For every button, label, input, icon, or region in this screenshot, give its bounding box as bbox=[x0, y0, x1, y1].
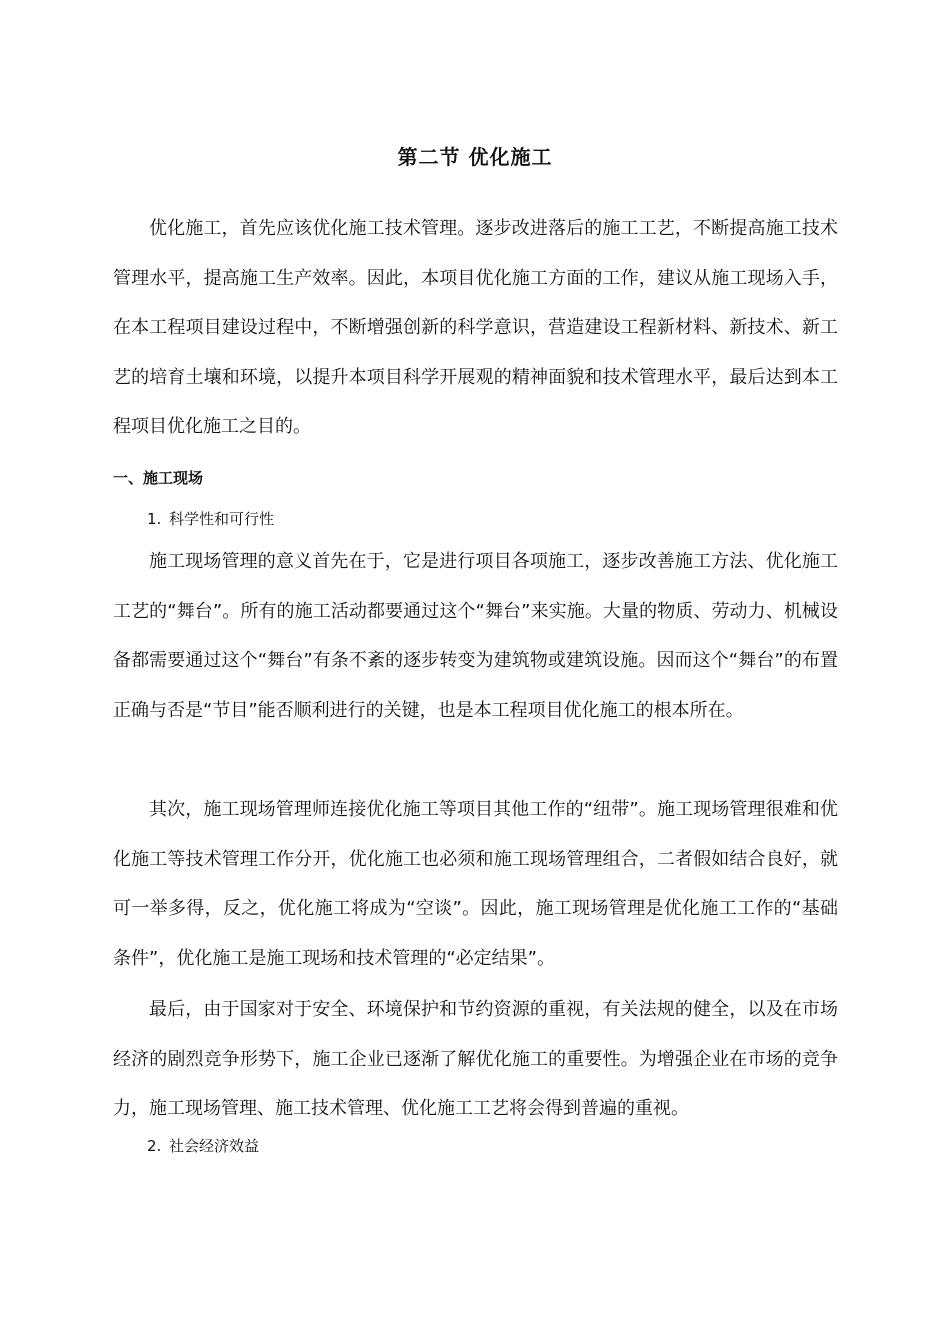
section-title: 第二节 优化施工 bbox=[397, 145, 553, 169]
subheading-socioeconomic bbox=[147, 1135, 259, 1157]
intro-paragraph: 优化施工，首先应该优化施工技术管理。逐步改进落后的施工工艺，不断提高施工技术管理水平，提高施工生产效率。因此，本项目优化施工方面的工作，建议从施工现场入手，在本工程项目建设过程中，不断增强创新的科学意识，营造建设工程新材料、新技术、新工艺的培育土壤和环境，以提升本项目科学开展观的精神面貌和技术管理水平，最后达到本工程项目优化施工之目的。 bbox=[113, 218, 838, 437]
paragraph-importance: 最后，由于国家对于安全、环境保护和节约资源的重视，有关法规的健全，以及在市场经济的剧烈竞争形势下，施工企业已逐渐了解优化施工的重要性。为增强企业在市场的竞争力，施工现场管理、施工技术管理、优化施工工艺将会得到普遍的重视。 bbox=[113, 999, 838, 1119]
subheading-text: 社会经济效益 bbox=[169, 1137, 260, 1155]
subheading-text: 科学性和可行性 bbox=[169, 510, 275, 528]
subheading-number: 2. bbox=[147, 1137, 162, 1155]
paragraph-link: 其次，施工现场管理师连接优化施工等项目其他工作的“纽带”。施工现场管理很难和优化施工等技术管理工作分开，优化施工也必须和施工现场管理组合，二者假如结合良好，就可一举多得，反之，优化施工将成为“空谈”。因此，施工现场管理是优化施工工作的“基础条件”，优化施工是施工现场和技术管理的“必定结果”。 bbox=[113, 799, 838, 969]
paragraph-stage: 施工现场管理的意义首先在于，它是进行项目各项施工，逐步改善施工方法、优化施工工艺的“舞台”。所有的施工活动都要通过这个“舞台”来实施。大量的物质、劳动力、机械设备都需要通过这个“舞台”有条不紊的逐步转变为建筑物或建筑设施。因而这个“舞台”的布置正确与否是“节目”能否顺利进行的关键，也是本工程项目优化施工的根本所在。 bbox=[113, 551, 838, 721]
subheading-number: 1. bbox=[147, 510, 162, 528]
subheading-feasibility bbox=[147, 508, 274, 530]
heading-construction-site: 一、施工现场 bbox=[113, 469, 204, 487]
